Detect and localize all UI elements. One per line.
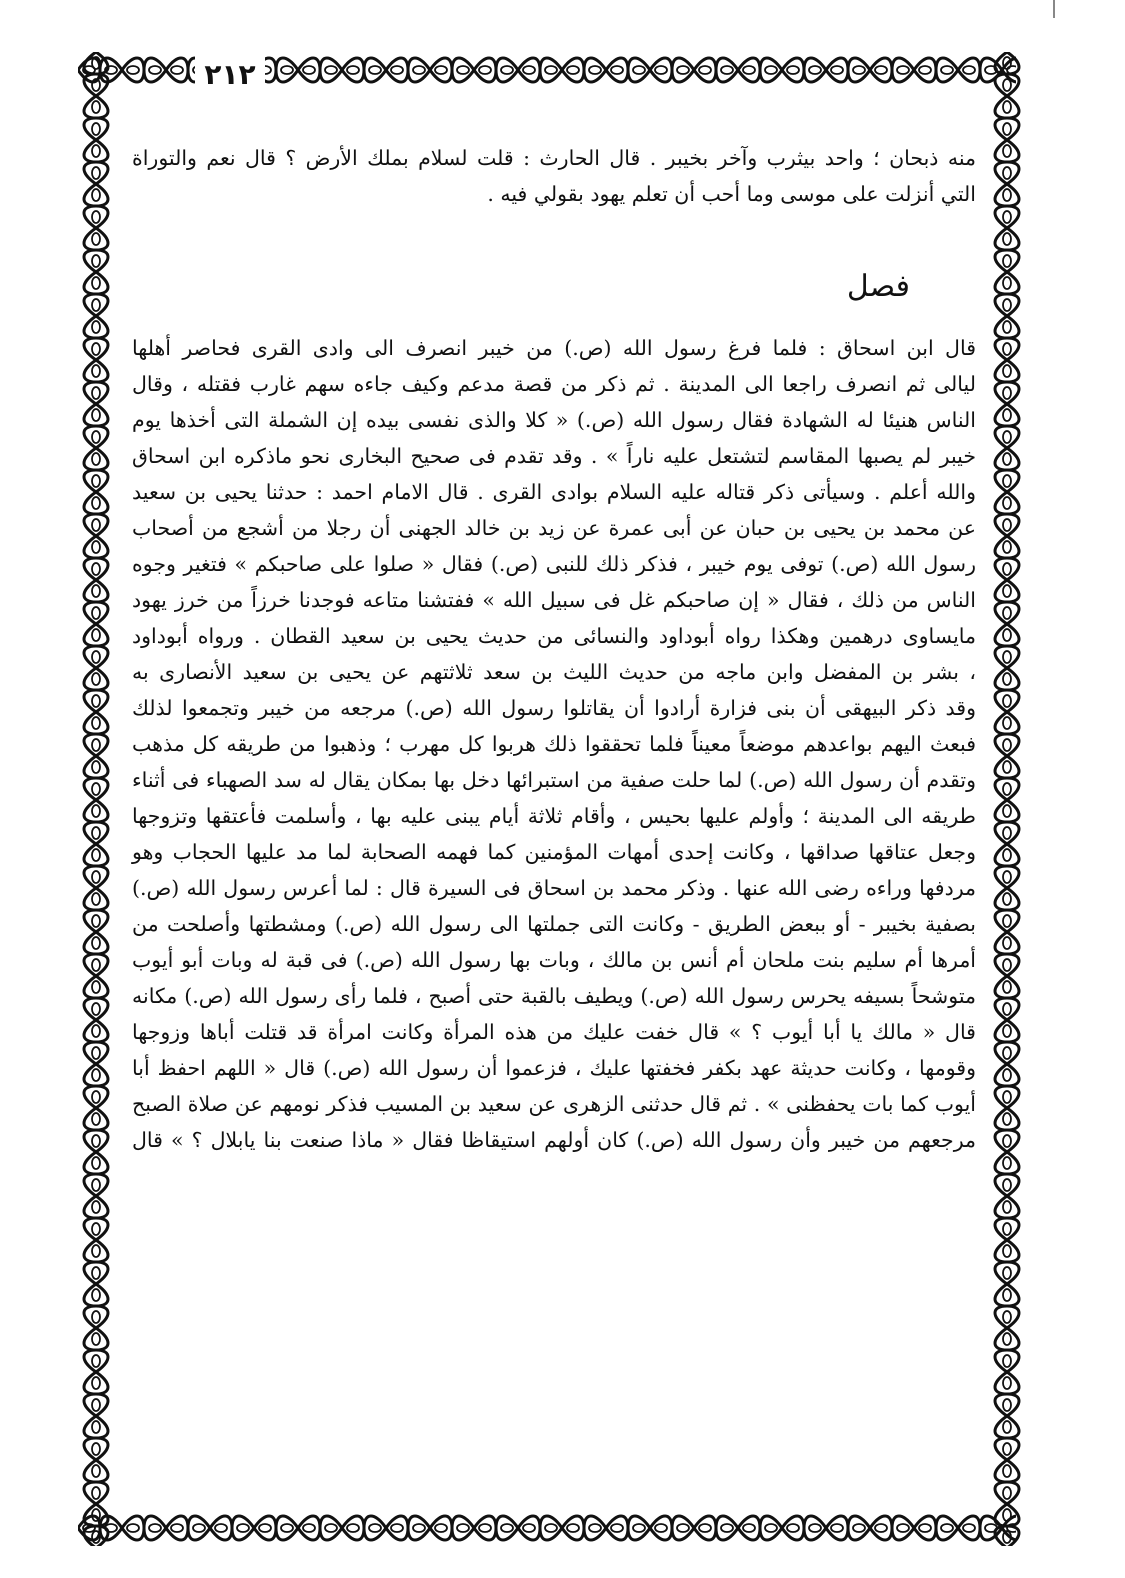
text-line: الناس هنيئا له الشهادة فقال رسول الله (ص.) « كلا والذى نفسى بيده إن الشملة التى أخذها يوم <box>132 408 976 432</box>
text-line: متوشحاً بسيفه يحرس رسول الله (ص.) ويطيف بالقبة حتى أصبح ، فلما رأى رسول الله (ص.) مكانه <box>132 984 976 1008</box>
text-line: والله أعلم . وسيأتى ذكر قتاله عليه السلام بوادى القرى . قال الامام احمد : حدثنا يحيى بن سعيد <box>132 480 976 504</box>
text-line: رسول الله (ص.) توفى يوم خيبر ، فذكر ذلك للنبى (ص.) فقال « صلوا على صاحبكم » فتغير وجوه <box>132 552 976 576</box>
ornamental-border-right <box>989 52 1025 1546</box>
text-line: قال ابن اسحاق : فلما فرغ رسول الله (ص.) من خيبر انصرف الى وادى القرى فحاصر أهلها <box>132 336 976 360</box>
text-line: ، بشر بن المفضل وابن ماجه من حديث الليث بن سعد ثلاثتهم عن يحيى بن سعيد الأنصارى به <box>132 660 976 684</box>
scan-mark <box>1053 0 1055 18</box>
text-line: عن محمد بن يحيى بن حبان عن أبى عمرة عن زيد بن خالد الجهنى أن رجلا من أشجع من أصحاب <box>132 516 976 540</box>
text-line: وقد ذكر البيهقى أن بنى فزارة أرادوا أن يقاتلوا رسول الله (ص.) مرجعه من خيبر وتجمعوا لذلك <box>132 696 976 720</box>
text-line: وتقدم أن رسول الله (ص.) لما حلت صفية من استبرائها دخل بها بمكان يقال له سد الصهباء فى أثناء <box>132 768 976 792</box>
section-heading: فصل <box>846 269 910 304</box>
text-line: منه ذبحان ؛ واحد بيثرب وآخر بخيبر . قال الحارث : قلت لسلام بملك الأرض ؟ قال نعم والتوراة <box>132 146 976 170</box>
text-line: قال « مالك يا أبا أيوب ؟ » قال خفت عليك من هذه المرأة وكانت امرأة قد قتلت أباها وزوجها <box>132 1020 976 1044</box>
text-line: التي أنزلت على موسى وما أحب أن تعلم يهود بقولي فيه . <box>487 182 976 206</box>
text-line: بصفية بخيبر - أو ببعض الطريق - وكانت التى جملتها الى رسول الله (ص.) ومشطتها وأصلحت من <box>132 912 976 936</box>
text-line: وجعل عتاقها صداقها ، وكانت إحدى أمهات المؤمنين كما فهمه الصحابة لما مد عليها الحجاب وهو <box>132 840 976 864</box>
text-line: مرجعهم من خيبر وأن رسول الله (ص.) كان أولهم استيقاظا فقال « ماذا صنعت بنا يابلال ؟ » قال <box>132 1128 976 1152</box>
page-number: ٢١٢ <box>195 55 265 95</box>
intro-paragraph <box>132 140 976 212</box>
text-line: خيبر لم يصبها المقاسم لتشتعل عليه ناراً » . وقد تقدم فى صحيح البخارى نحو ماذكره ابن اسحاق <box>132 444 976 468</box>
body-paragraph <box>132 330 976 1158</box>
text-line: أيوب كما بات يحفظنى » . ثم قال حدثنى الزهرى عن سعيد بن المسيب فذكر نومهم عن صلاة الصبح <box>132 1092 976 1116</box>
ornamental-border-bottom <box>78 1510 1016 1546</box>
text-line: الناس من ذلك ، فقال « إن صاحبكم غل فى سبيل الله » ففتشنا متاعه فوجدنا خرزاً من خرز يهود <box>132 588 976 612</box>
text-line: وقومها ، وكانت حديثة عهد بكفر فخفتها عليك ، فزعموا أن رسول الله (ص.) قال « اللهم احفظ أبا <box>132 1056 976 1080</box>
text-line: طريقه الى المدينة ؛ وأولم عليها بحيس ، وأقام ثلاثة أيام يبنى عليه بها ، وأسلمت فأعتقها وتزوجها <box>132 804 976 828</box>
text-line: ليالى ثم انصرف راجعا الى المدينة . ثم ذكر من قصة مدعم وكيف جاءه سهم غارب فقتله ، وقال <box>132 372 976 396</box>
text-line: فبعث اليهم بواعدهم موضعاً معيناً فلما تحققوا ذلك هربوا كل مهرب ؛ وذهبوا من طريقه كل مذهب <box>132 732 976 756</box>
text-line: مايساوى درهمين وهكذا رواه أبوداود والنسائى من حديث يحيى بن سعيد القطان . ورواه أبوداود <box>132 624 976 648</box>
text-line: أمرها أم سليم بنت ملحان أم أنس بن مالك ، وبات بها رسول الله (ص.) فى قبة له وبات أبو أيوب <box>132 948 976 972</box>
ornamental-border-left <box>78 52 114 1546</box>
text-line: مردفها وراءه رضى الله عنها . وذكر محمد بن اسحاق فى السيرة قال : لما أعرس رسول الله (ص.) <box>132 876 976 900</box>
